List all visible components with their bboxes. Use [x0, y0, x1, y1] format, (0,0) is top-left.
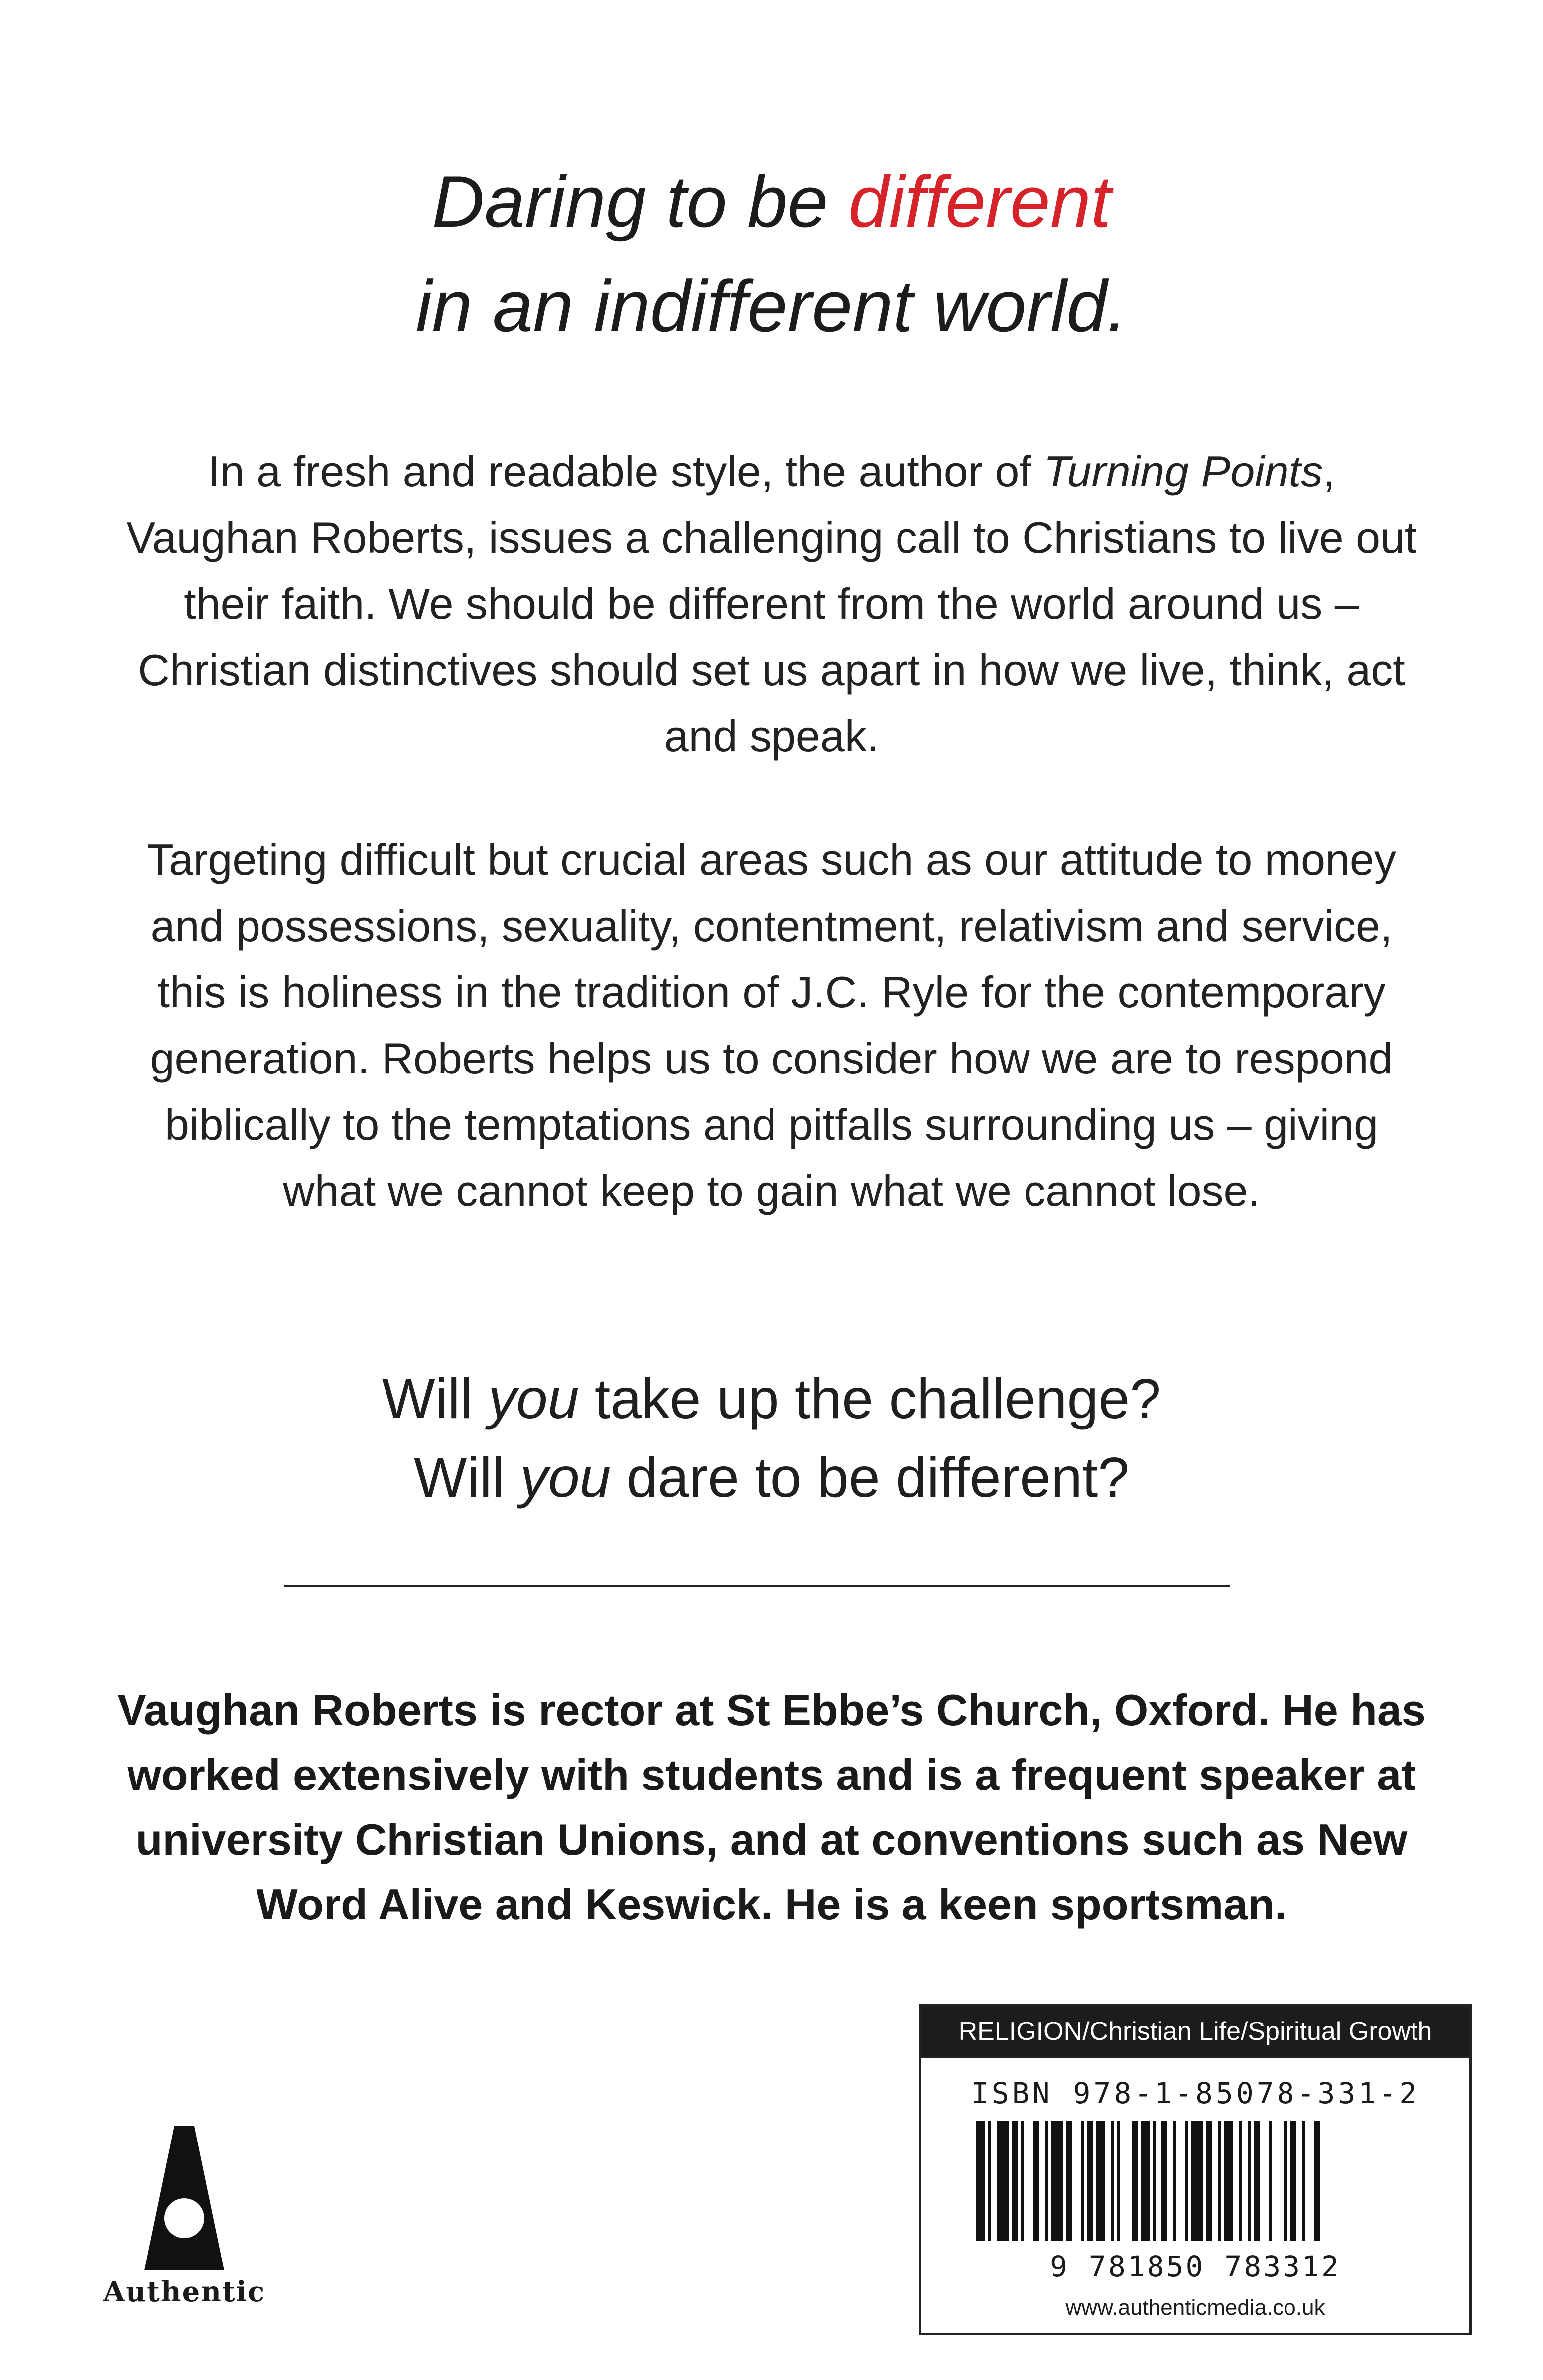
subject-category: RELIGION/Christian Life/Spiritual Growth — [921, 2007, 1469, 2056]
barcode-bar — [1314, 2121, 1320, 2241]
challenge-q2-emphasis: you — [520, 1446, 611, 1509]
challenge-q1-end: take up the challenge? — [579, 1367, 1161, 1430]
tagline-prefix: Daring to be — [432, 161, 849, 242]
section-divider — [284, 1585, 1230, 1587]
challenge-q2-start: Will — [413, 1446, 520, 1509]
barcode-bar — [988, 2121, 991, 2241]
barcode-bar — [1254, 2121, 1260, 2241]
barcode-bar — [1066, 2121, 1072, 2241]
tagline — [0, 149, 1543, 358]
barcode-bar — [1081, 2121, 1084, 2241]
publisher-name: Authentic — [103, 2275, 266, 2308]
barcode-bar — [1045, 2121, 1048, 2241]
barcode-bar — [1191, 2121, 1203, 2241]
description-p1-start: In a fresh and readable style, the author of — [208, 447, 1044, 496]
tagline-line-1 — [0, 149, 1543, 254]
barcode-bar — [1033, 2121, 1039, 2241]
barcode-bar — [1141, 2121, 1150, 2241]
barcode-bar — [1269, 2121, 1272, 2241]
barcode-bar — [1206, 2121, 1212, 2241]
barcode-bar — [1302, 2121, 1305, 2241]
barcode-bar — [976, 2121, 985, 2241]
publisher-url: www.authenticmedia.co.uk — [1065, 2295, 1325, 2320]
tagline-accent-word: different — [848, 161, 1111, 242]
barcode-icon — [946, 2121, 1444, 2246]
barcode-bar — [1224, 2121, 1233, 2241]
authentic-a-logo-icon — [144, 2126, 224, 2270]
description-paragraph-1 — [120, 438, 1423, 769]
barcode-bar — [1290, 2121, 1296, 2241]
barcode-bar — [1111, 2121, 1114, 2241]
barcode-bar — [1161, 2121, 1167, 2241]
barcode-digits: 9 781850 783312 — [1050, 2250, 1341, 2283]
barcode-bar — [1239, 2121, 1242, 2241]
barcode-bar — [1021, 2121, 1024, 2241]
description-paragraph-2: Targeting difficult but crucial areas such as our attitude to money and possessions, sexuality, contentment, relativism and service, this is holiness in the tradition of J.C. Ryle for the contemporary generation. Roberts helps us to consider how we are to respond biblically to the temptations and pitfalls surrounding us – giving what we cannot keep to gain what we cannot lose. — [147, 835, 1396, 1215]
barcode-bar — [997, 2121, 1009, 2241]
barcode-bar — [1284, 2121, 1287, 2241]
challenge-question-1 — [0, 1359, 1543, 1438]
challenge-question-2 — [0, 1438, 1543, 1517]
isbn-label: ISBN 978-1-85078-331-2 — [971, 2076, 1420, 2110]
barcode-bar — [1218, 2121, 1221, 2241]
publisher-logo — [90, 2126, 279, 2310]
barcode-bar — [1096, 2121, 1105, 2241]
challenge-questions — [0, 1359, 1543, 1517]
challenge-q1-emphasis: you — [488, 1367, 579, 1430]
author-bio: Vaughan Roberts is rector at St Ebbe’s Church, Oxford. He has worked extensively with students and is a frequent speaker at university Christian Unions, and at conventions such as New Word Alive and Keswick. He is a keen sportsman. — [117, 1685, 1426, 1929]
barcode-bar — [1117, 2121, 1120, 2241]
book-title-reference: Turning Points — [1043, 447, 1323, 496]
challenge-q1-start: Will — [382, 1367, 489, 1430]
barcode-bar — [1132, 2121, 1138, 2241]
barcode-bar — [1173, 2121, 1176, 2241]
barcode-bar — [1051, 2121, 1063, 2241]
barcode-divider — [921, 2056, 1469, 2058]
challenge-q2-end: dare to be different? — [611, 1446, 1130, 1509]
barcode-bar — [1012, 2121, 1018, 2241]
barcode-panel — [919, 2004, 1472, 2335]
tagline-line-2: in an indifferent world. — [415, 265, 1128, 347]
description-p1-rest: , Vaughan Roberts, issues a challenging call to Christians to live out their faith. We should be different from the world around us – Christian distinctives should set us apart in how we live, think, act and speak. — [126, 447, 1417, 761]
barcode-bar — [1153, 2121, 1156, 2241]
barcode-bar — [1248, 2121, 1251, 2241]
barcode-bar — [1087, 2121, 1093, 2241]
barcode-bar — [1185, 2121, 1188, 2241]
